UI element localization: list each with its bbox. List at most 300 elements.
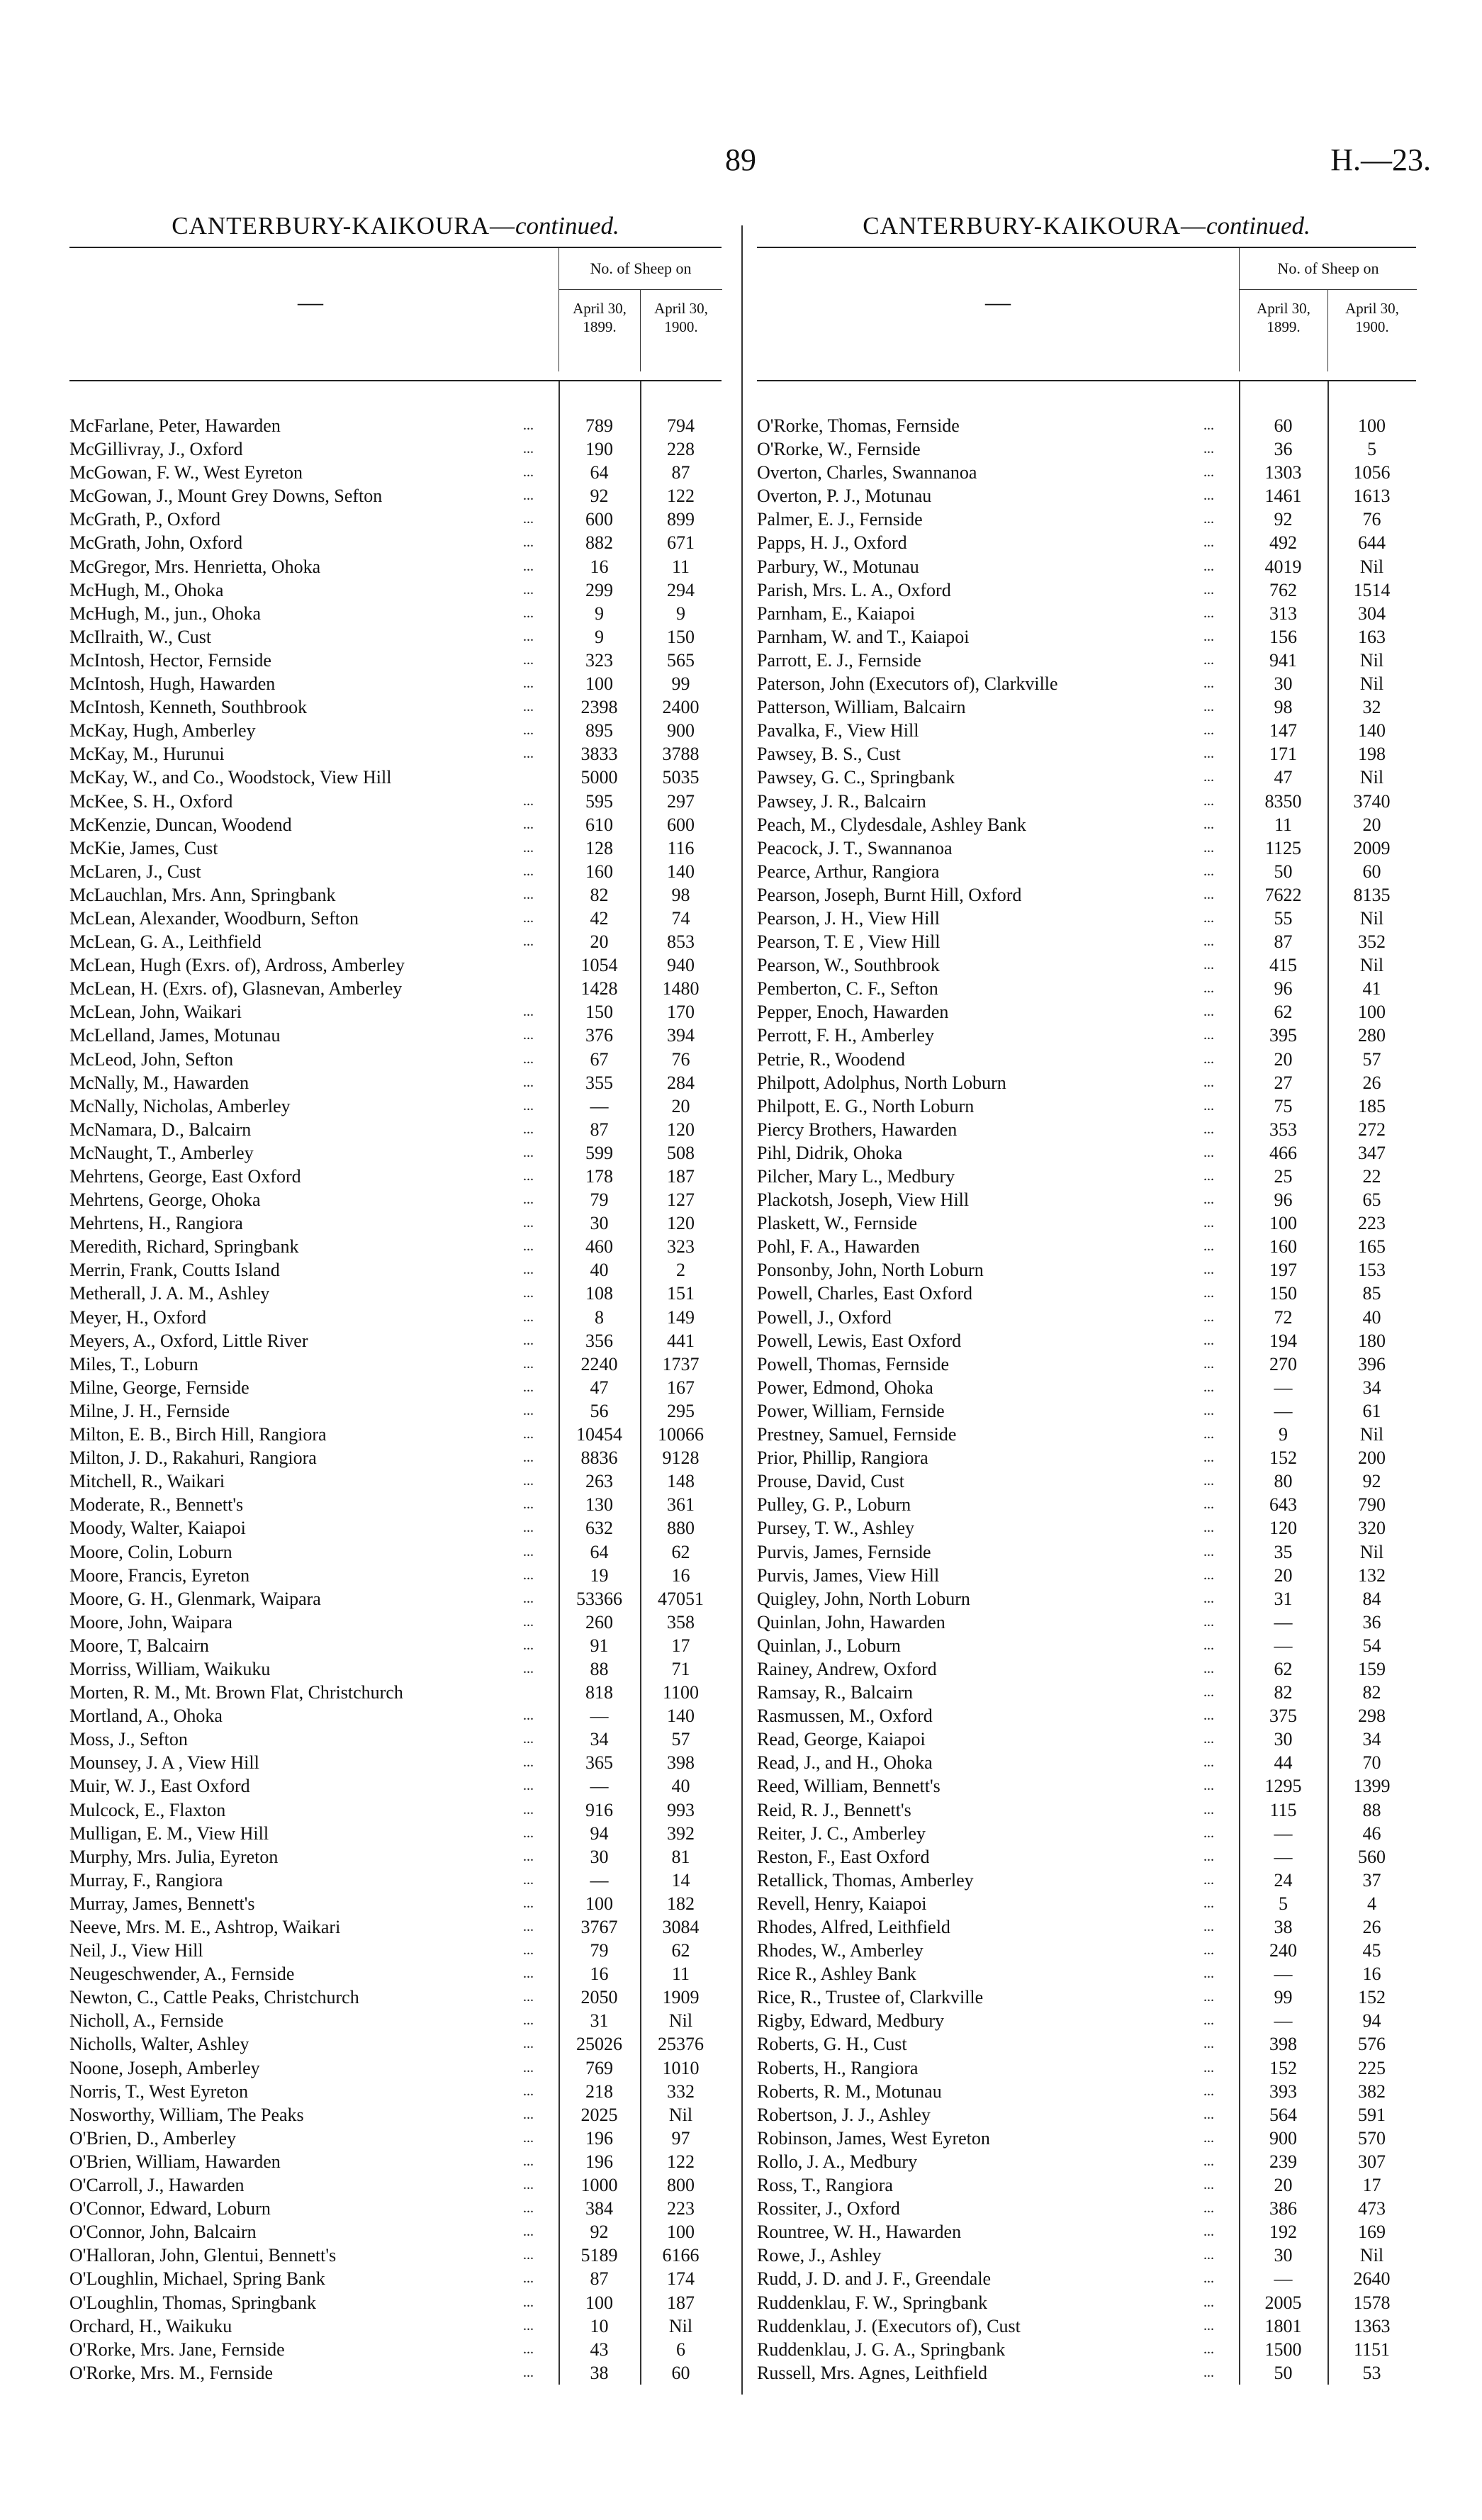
leader-dots: ... [523,558,534,574]
owner-name: Powell, Thomas, Fernside [757,1353,950,1374]
owner-name: Powell, Lewis, East Oxford [757,1330,962,1351]
sheep-1899: 384 [585,2198,613,2219]
owner-name: McFarlane, Peter, Hawarden [69,415,281,436]
owner-name: Palmer, E. J., Fernside [757,509,923,530]
sheep-1900: 170 [667,1002,695,1023]
leader-dots: ... [1203,980,1214,997]
sheep-1899: 75 [1274,1095,1293,1116]
leader-dots: ... [523,605,534,621]
sheep-1900: 26 [1362,1072,1381,1093]
leader-dots: ... [523,1074,534,1090]
sheep-1900: 565 [667,649,695,671]
table-row [69,836,722,860]
leader-dots: ... [523,2036,534,2052]
sheep-1899: 30 [1274,1729,1293,1750]
sheep-1900: 361 [667,1494,695,1516]
table-row [69,977,722,1000]
owner-name: Petrie, R., Woodend [757,1048,906,1070]
leader-dots: ... [1203,2059,1214,2076]
sheep-1899: 353 [1269,1119,1297,1140]
table-row [69,1118,722,1141]
owner-name: Meredith, Richard, Springbank [69,1236,299,1258]
sheep-1900: 148 [667,1471,695,1492]
leader-dots: ... [1203,2106,1214,2122]
owner-name: Rigby, Edward, Medbury [757,2010,945,2032]
sheep-1900: 87 [671,462,690,483]
sheep-1899: 43 [590,2339,609,2360]
sheep-1900: 140 [667,861,695,882]
sheep-1900: 940 [667,955,695,976]
sheep-1900: 185 [1358,1095,1386,1116]
leader-dots: ... [1203,1097,1214,1114]
sheep-1900: 4 [1367,1893,1376,1914]
sheep-1900: Nil [1359,673,1384,695]
sheep-1900: 122 [667,486,695,507]
sheep-1900: 88 [1362,1799,1381,1820]
sheep-1900: 993 [667,1799,695,1820]
sheep-1900: 17 [671,1635,690,1656]
sheep-1899: 19 [590,1564,609,1586]
sheep-1900: 560 [1358,1846,1386,1867]
table-row [757,1915,1416,1939]
sheep-1900: Nil [1359,1541,1384,1562]
sheep-1900: 1578 [1353,2292,1391,2313]
leader-dots: ... [523,934,534,950]
table-row [69,672,722,695]
sheep-1899: 1500 [1264,2339,1302,2360]
table-row [69,2056,722,2080]
sheep-1899: 564 [1269,2104,1297,2125]
owner-name: Retallick, Thomas, Amberley [757,1869,974,1891]
leader-dots: ... [523,2200,534,2217]
sheep-1899: 4019 [1264,556,1302,577]
sheep-1899: 30 [590,1846,609,1867]
leader-dots: ... [1203,1332,1214,1348]
table-row [757,531,1416,554]
table-row [757,1516,1416,1540]
leader-dots: ... [1203,488,1214,504]
leader-dots: ... [1203,2200,1214,2217]
sheep-1900: 307 [1358,2151,1386,2172]
table-row [69,1423,722,1446]
leader-dots: ... [1203,699,1214,715]
sheep-1899: 130 [585,1494,613,1516]
leader-dots: ... [523,2341,534,2357]
owner-name: Read, J., and H., Ohoka [757,1752,933,1774]
table-row [757,1822,1416,1845]
table-row [69,1516,722,1540]
sheep-1900: 85 [1362,1283,1381,1304]
sheep-1899: 44 [1274,1752,1293,1774]
sheep-1900: 62 [671,1940,690,1961]
owner-name: Plackotsh, Joseph, View Hill [757,1189,970,1211]
sheep-1900: 32 [1362,697,1381,718]
owner-name: Quigley, John, North Loburn [757,1588,970,1609]
table-row [69,2244,722,2267]
sheep-1899: 1054 [580,955,618,976]
table-row [69,1540,722,1564]
sheep-1899: 916 [585,1799,613,1820]
table-row [757,1048,1416,1071]
owner-name: Patterson, William, Balcairn [757,697,966,718]
table-row [69,2220,722,2244]
leader-dots: ... [523,1473,534,1489]
sheep-1899: 263 [585,1471,613,1492]
table-row [757,414,1416,437]
sheep-1900: 600 [667,814,695,835]
leader-dots: ... [523,1637,534,1653]
leader-dots: ... [523,1355,534,1372]
sheep-1900: 62 [671,1541,690,1562]
sheep-1899: — [1274,1846,1293,1867]
date-1900-header: April 30, 1900. [1327,289,1416,371]
leader-dots: ... [523,1379,534,1395]
sheep-1900: 323 [667,1236,695,1258]
table-row [757,790,1416,813]
owner-name: O'Connor, Edward, Loburn [69,2198,271,2219]
sheep-1900: 9128 [662,1447,700,1469]
table-row [69,1939,722,1962]
owner-name: Pearce, Arthur, Rangiora [757,861,940,882]
sheep-1900: 794 [667,415,695,436]
leader-dots: ... [1203,886,1214,902]
sheep-1899: 79 [590,1189,609,1211]
sheep-1899: 150 [585,1002,613,1023]
sheep-1900: 6166 [662,2245,700,2266]
sheep-1900: 591 [1358,2104,1386,2125]
sheep-1899: 31 [590,2010,609,2032]
sheep-1899: — [590,1776,609,1797]
leader-dots: ... [523,1895,534,1911]
leader-dots: ... [1203,1051,1214,1067]
leader-dots: ... [1203,464,1214,481]
owner-name: Rainey, Andrew, Oxford [757,1658,937,1679]
table-row [757,1353,1416,1376]
sheep-1900: 65 [1362,1189,1381,1211]
owner-name: Rhodes, Alfred, Leithfield [757,1917,950,1937]
sheep-1900: 1514 [1353,579,1391,600]
leader-dots: ... [1203,1684,1214,1701]
table-row [757,1282,1416,1305]
table-row [69,907,722,930]
sheep-1900: 3084 [662,1917,700,1937]
sheep-1899: 460 [585,1236,613,1258]
owner-name: Parish, Mrs. L. A., Oxford [757,579,951,600]
table-row [69,1094,722,1118]
table-row [69,1165,722,1188]
sheep-1900: 320 [1358,1518,1386,1539]
leader-dots: ... [1203,628,1214,644]
leader-dots: ... [523,1238,534,1255]
leader-dots: ... [1203,2364,1214,2380]
owner-name: Pawsey, B. S., Cust [757,744,901,765]
sheep-1899: 5 [1279,1893,1288,1914]
leader-dots: ... [523,651,534,668]
leader-dots: ... [1203,2036,1214,2052]
table-row [757,2361,1416,2385]
owner-name: Ramsay, R., Balcairn [757,1682,913,1703]
table-row [757,1024,1416,1047]
sheep-1900: 900 [667,720,695,741]
owner-name: Ruddenklau, J. G. A., Springbank [757,2339,1006,2360]
sheep-1899: 38 [590,2362,609,2383]
sheep-1899: 9 [595,626,604,647]
owner-name: McIlraith, W., Cust [69,626,212,647]
sheep-1899: 789 [585,415,613,436]
owner-name: Overton, Charles, Swannanoa [757,462,977,483]
table-row [69,1727,722,1751]
table-row [757,977,1416,1000]
sheep-1899: 96 [1274,1189,1293,1211]
table-row [69,2080,722,2103]
sheep-1899: 270 [1269,1353,1297,1374]
table-row [69,1000,722,1024]
owner-name: Rice, R., Trustee of, Clarkville [757,1987,984,2008]
sheep-1899: 7622 [1264,884,1302,905]
sheep-1899: 115 [1269,1799,1297,1820]
table-row [69,1399,722,1423]
leader-dots: ... [1203,676,1214,692]
owner-name: Rollo, J. A., Medbury [757,2151,918,2172]
sheep-1899: 178 [585,1166,613,1187]
owner-name: Rasmussen, M., Oxford [757,1706,933,1727]
leader-dots: ... [523,1051,534,1067]
table-row [757,907,1416,930]
owner-name: McLeod, John, Sefton [69,1048,234,1070]
owner-name: Power, Edmond, Ohoka [757,1377,933,1398]
sheep-1900: 332 [667,2081,695,2102]
sheep-1899: — [1274,2010,1293,2032]
leader-dots: ... [523,581,534,598]
table-row [757,1071,1416,1094]
sheep-1899: 1000 [580,2175,618,2196]
leader-dots: ... [523,441,534,457]
sheep-1900: 92 [1362,1471,1381,1492]
table-row [757,461,1416,484]
leader-dots: ... [523,1450,534,1466]
sheep-1900: 16 [1362,1964,1381,1985]
owner-name: Piercy Brothers, Hawarden [757,1119,958,1140]
leader-dots: ... [1203,1966,1214,1982]
sheep-1899: 8350 [1264,790,1302,812]
sheep-1900: 100 [1358,415,1386,436]
table-row [69,2127,722,2150]
leader-dots: ... [523,1848,534,1864]
table-row [69,437,722,461]
table-row [757,1258,1416,1282]
owner-name: Powell, J., Oxford [757,1306,892,1328]
sheep-1899: 67 [590,1048,609,1070]
sheep-1900: 163 [1358,626,1386,647]
sheep-1900: 20 [1362,814,1381,835]
table-row [69,1822,722,1845]
sheep-1900: 71 [671,1658,690,1679]
leader-dots: ... [523,464,534,481]
leader-dots: ... [523,2129,534,2146]
table-row [69,1329,722,1353]
name-column-header: — [985,288,1011,316]
leader-dots: ... [523,488,534,504]
owner-name: McIntosh, Hugh, Hawarden [69,673,276,695]
table-row [757,2009,1416,2032]
leader-dots: ... [523,418,534,433]
sheep-1899: 96 [1274,978,1293,999]
table-row [69,695,722,719]
leader-dots: ... [523,816,534,832]
sheep-1900: 100 [667,2222,695,2243]
leader-dots: ... [523,628,534,644]
table-row [69,860,722,883]
leader-dots: ... [1203,839,1214,856]
owner-name: Power, William, Fernside [757,1400,945,1421]
sheep-1900: 3740 [1353,790,1391,812]
sheep-1900: 116 [667,837,695,858]
table-row [69,2267,722,2290]
table-row [69,790,722,813]
sheep-1900: 576 [1358,2034,1386,2055]
table-row [757,508,1416,531]
leader-dots: ... [1203,1754,1214,1771]
sheep-1899: 47 [1274,767,1293,788]
leader-dots: ... [1203,816,1214,832]
table-row [69,2150,722,2173]
leader-dots: ... [523,699,534,715]
sheep-1900: 280 [1358,1025,1386,1046]
table-row [757,2173,1416,2197]
leader-dots: ... [1203,863,1214,879]
sheep-1899: 160 [585,861,613,882]
owner-name: Rountree, W. H., Hawarden [757,2222,962,2243]
sheep-1899: 895 [585,720,613,741]
sheep-1900: Nil [1359,955,1384,976]
sheep-1899: 1461 [1264,486,1302,507]
sheep-1899: 38 [1274,1917,1293,1937]
sheep-1899: 393 [1269,2081,1297,2102]
table-row [757,484,1416,508]
table-row [757,860,1416,883]
sheep-1899: 356 [585,1330,613,1351]
table-row [757,437,1416,461]
owner-name: McGillivray, J., Oxford [69,439,243,460]
column-title: CANTERBURY-KAIKOURA—continued. [172,212,619,240]
table-row [757,1235,1416,1258]
leader-dots: ... [523,886,534,902]
table-row [69,649,722,672]
table-row [757,2150,1416,2173]
sheep-1900: 159 [1358,1658,1386,1679]
sheep-1899: 196 [585,2151,613,2172]
sheep-1900: 394 [667,1025,695,1046]
leader-dots: ... [1203,511,1214,527]
owner-name: McLean, Alexander, Woodburn, Sefton [69,907,359,929]
sheep-1899: 1295 [1264,1776,1302,1797]
table-row [757,2103,1416,2127]
table-row [69,602,722,625]
owner-name: Moore, G. H., Glenmark, Waipara [69,1588,321,1609]
leader-dots: ... [523,2247,534,2263]
sheep-1899: 941 [1269,649,1297,671]
sheep-1899: 87 [590,1119,609,1140]
table-row [69,1564,722,1587]
table-row [69,1751,722,1774]
leader-dots: ... [1203,1613,1214,1630]
table-row [69,883,722,907]
owner-name: McKie, James, Cust [69,837,218,858]
table-row [757,930,1416,953]
sheep-1900: 132 [1358,1564,1386,1586]
owner-name: Plaskett, W., Fernside [757,1213,918,1234]
owner-name: Rowe, J., Ashley [757,2245,882,2266]
owner-name: McNally, M., Hawarden [69,1072,249,1093]
owner-name: Pursey, T. W., Ashley [757,1518,914,1539]
sheep-1899: 2050 [580,1987,618,2008]
leader-dots: ... [1203,1871,1214,1888]
sheep-1900: 153 [1358,1260,1386,1281]
table-row [69,742,722,766]
owner-name: Pemberton, C. F., Sefton [757,978,938,999]
sheep-1900: 74 [671,907,690,929]
sheep-1899: 92 [590,486,609,507]
table-row [757,1094,1416,1118]
table-row [69,1915,722,1939]
sheep-1900: 169 [1358,2222,1386,2243]
sheep-1899: 9 [595,603,604,624]
sheep-1899: — [1274,1964,1293,1985]
owner-name: Metherall, J. A. M., Ashley [69,1283,270,1304]
sheep-1900: 16 [671,1564,690,1586]
owner-name: Morten, R. M., Mt. Brown Flat, Christchurch [69,1682,403,1703]
sheep-1899: 16 [590,556,609,577]
leader-dots: ... [523,1402,534,1418]
owner-name: Ponsonby, John, North Loburn [757,1260,984,1281]
table-row [69,2314,722,2338]
sheep-1900: 295 [667,1400,695,1421]
owner-name: McGrath, John, Oxford [69,532,243,554]
owner-name: Nosworthy, William, The Peaks [69,2104,304,2125]
sheep-header: No. of Sheep on [1239,248,1417,290]
leader-dots: ... [1203,1637,1214,1653]
owner-name: McKay, M., Hurunui [69,744,225,765]
table-row [69,1892,722,1915]
owner-name: Parrott, E. J., Fernside [757,649,921,671]
owner-name: Neeve, Mrs. M. E., Ashtrop, Waikari [69,1917,341,1937]
leader-dots: ... [1203,746,1214,762]
owner-name: Neil, J., View Hill [69,1940,203,1961]
sheep-1900: 1151 [1353,2339,1391,2360]
leader-dots: ... [523,1496,534,1513]
sheep-1899: 3833 [580,744,618,765]
sheep-1899: 9 [1279,1424,1288,1445]
leader-dots: ... [1203,769,1214,785]
sheep-1899: 30 [1274,673,1293,695]
owner-name: Mounsey, J. A , View Hill [69,1752,259,1774]
leader-dots: ... [1203,2083,1214,2099]
sheep-1900: 120 [667,1119,695,1140]
sheep-1900: 61 [1362,1400,1381,1421]
table-row [69,1657,722,1681]
leader-dots: ... [1203,2247,1214,2263]
table-row [69,2291,722,2314]
leader-dots: ... [523,1027,534,1043]
leader-dots: ... [1203,957,1214,973]
sheep-1900: 149 [667,1306,695,1328]
leader-dots: ... [1203,418,1214,433]
sheep-1899: — [1274,1635,1293,1656]
leader-dots: ... [1203,1402,1214,1418]
owner-name: Reid, R. J., Bennett's [757,1799,911,1820]
sheep-1899: 313 [1269,603,1297,624]
owner-name: Meyer, H., Oxford [69,1306,207,1328]
